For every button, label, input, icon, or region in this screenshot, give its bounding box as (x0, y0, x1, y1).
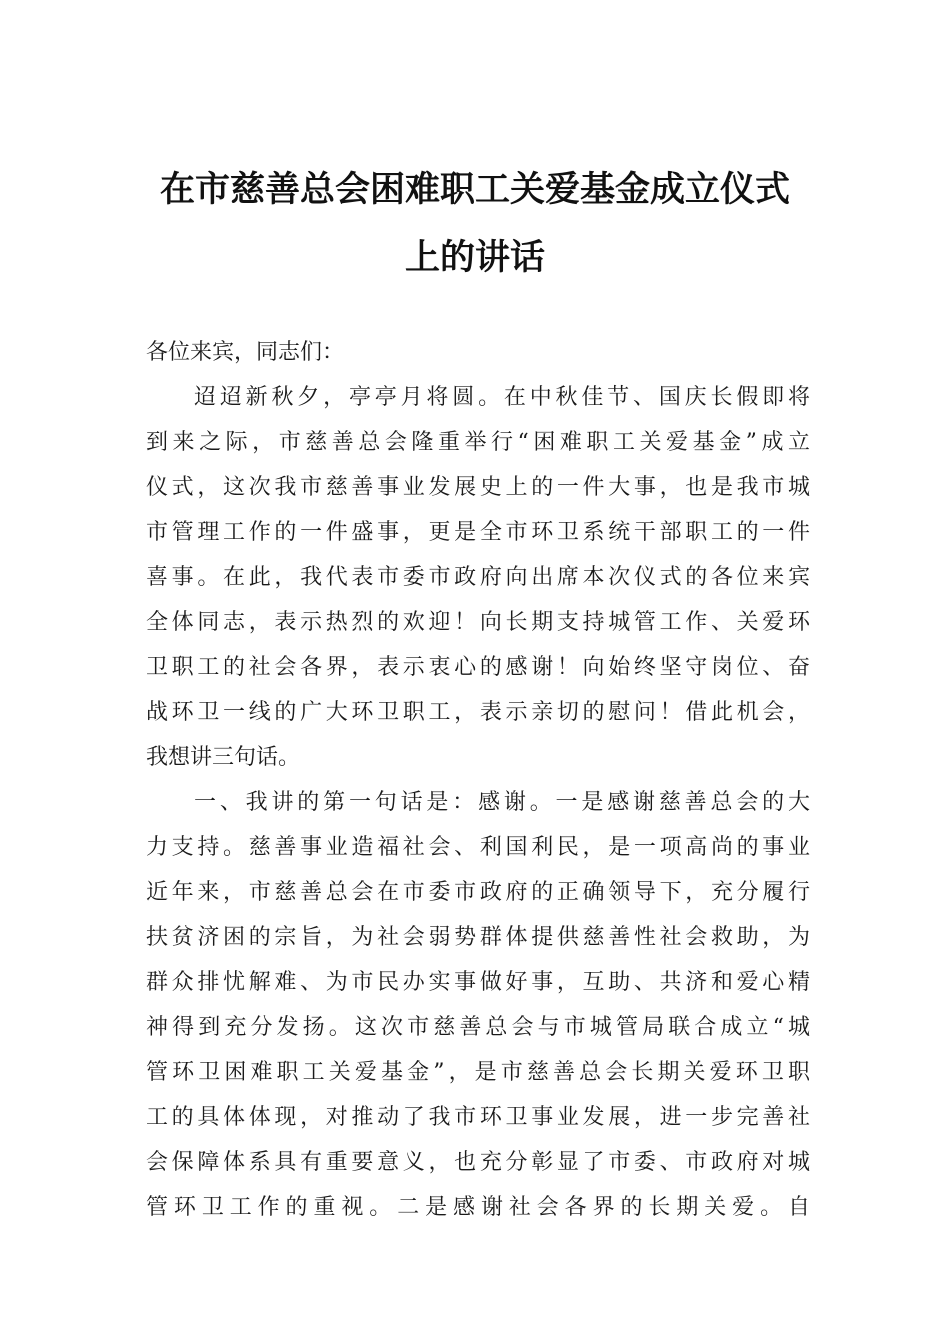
paragraph-2-line: 近年来，市慈善总会在市委市政府的正确领导下，充分履行 (146, 880, 810, 905)
paragraph-2-line: 群众排忧解难、为市民办实事做好事，互助、共济和爱心精 (146, 970, 810, 995)
paragraph-1-line: 市管理工作的一件盛事，更是全市环卫系统干部职工的一件 (146, 520, 810, 545)
paragraph-2-line: 会保障体系具有重要意义，也充分彰显了市委、市政府对城 (146, 1150, 810, 1175)
paragraph-2-line: 扶贫济困的宗旨，为社会弱势群体提供慈善性社会救助，为 (146, 925, 810, 950)
page-title-continued: 上的讲话 (404, 238, 545, 278)
paragraph-1-line: 到来之际，市慈善总会隆重举行“困难职工关爱基金”成立 (146, 430, 810, 455)
paragraph-2-line: 管环卫工作的重视。二是感谢社会各界的长期关爱。自 (146, 1195, 810, 1220)
paragraph-1-line: 我想讲三句话。 (146, 745, 301, 770)
paragraph-1-line: 喜事。在此，我代表市委市政府向出席本次仪式的各位来宾 (146, 565, 810, 590)
paragraph-2-line: 神得到充分发扬。这次市慈善总会与市城管局联合成立“城 (146, 1015, 810, 1040)
paragraph-2-line: 管环卫困难职工关爱基金”，是市慈善总会长期关爱环卫职 (146, 1060, 810, 1085)
paragraph-2-line: 力支持。慈善事业造福社会、利国利民，是一项高尚的事业 (146, 835, 810, 860)
page-title: 在市慈善总会困难职工关爱基金成立仪式 (159, 170, 790, 210)
paragraph-1-line: 仪式，这次我市慈善事业发展史上的一件大事，也是我市城 (146, 475, 810, 500)
paragraph-2-line: 一、我讲的第一句话是：感谢。一是感谢慈善总会的大 (194, 790, 810, 815)
paragraph-1-line: 卫职工的社会各界，表示衷心的感谢！向始终坚守岗位、奋 (146, 655, 810, 680)
paragraph-1-line: 全体同志，表示热烈的欢迎！向长期支持城管工作、关爱环 (146, 610, 810, 635)
paragraph-2-line: 工的具体体现，对推动了我市环卫事业发展，进一步完善社 (146, 1105, 810, 1130)
speech-body (146, 330, 810, 1230)
salutation: 各位来宾，同志们： (146, 340, 345, 365)
paragraph-1-line: 战环卫一线的广大环卫职工，表示亲切的慰问！借此机会， (146, 700, 810, 725)
paragraph-1-line: 迢迢新秋夕，亭亭月将圆。在中秋佳节、国庆长假即将 (194, 385, 810, 410)
